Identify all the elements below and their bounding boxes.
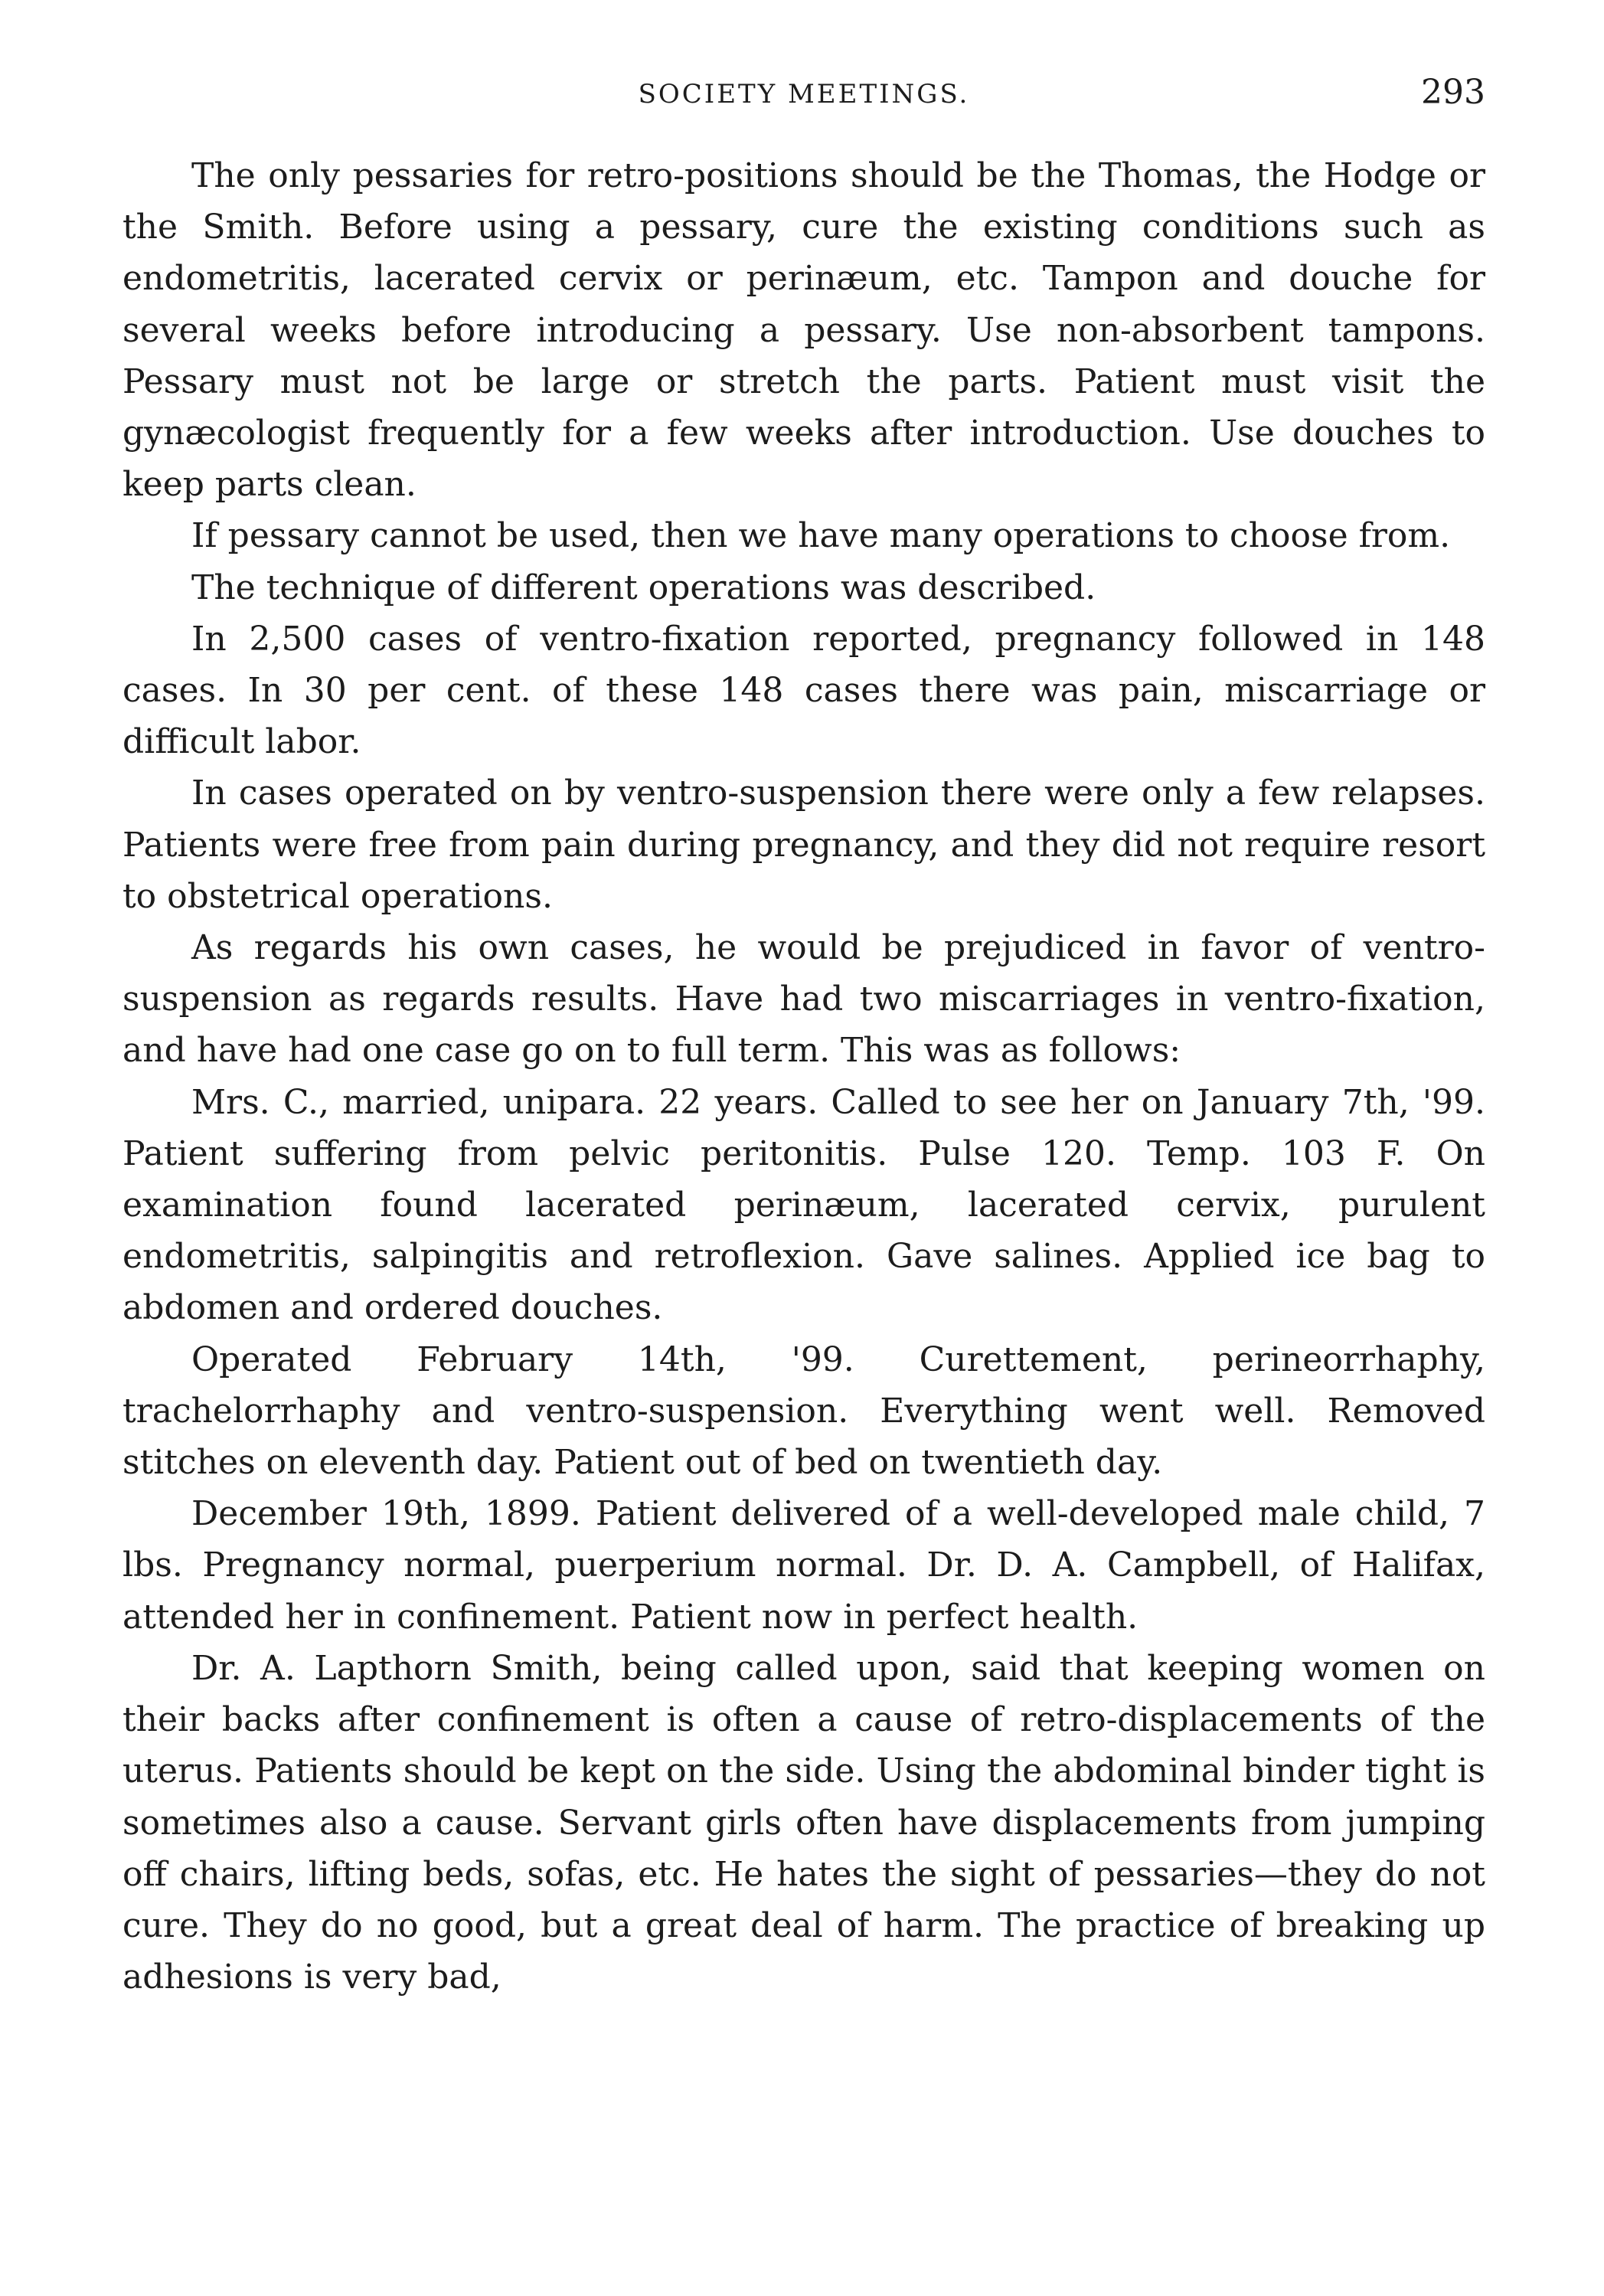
- body-text: [123, 150, 1485, 2003]
- paragraph-discussion: Dr. A. Lapthorn Smith, being called upon, said that keeping women on their backs after confinement is often a cause of retro-displacements of the uterus. Patients should be kept on the side. Using the abdominal binder tight is sometimes also a cause. Servant girls often have displacements from jumping off chairs, lifting beds, sofas, etc. He hates the sight of pessaries—they do not cure. They do no good, but a great deal of harm. The practice of breaking up adhesions is very bad,: [123, 1648, 1485, 1997]
- paragraph-ventro-fixation: In 2,500 cases of ventro-fixation reported, pregnancy followed in 148 cases. In 30 per cent. of these 148 cases there was pain, miscarriage or difficult labor.: [123, 619, 1485, 762]
- paragraph-case-history: Mrs. C., married, unipara. 22 years. Called to see her on January 7th, '99. Patient suffering from pelvic peritonitis. Pulse 120. Temp. 103 F. On examination found lacerated perinæum, lacerated cervix, purulent endometritis, salpingitis and retroflexion. Gave salines. Applied ice bag to abdomen and ordered douches.: [123, 1082, 1485, 1328]
- paragraph-operations: If pessary cannot be used, then we have many operations to choose from.: [191, 516, 1451, 556]
- running-head: SOCIETY MEETINGS.: [638, 79, 970, 110]
- page-header: [123, 73, 1485, 119]
- paragraph-operation: Operated February 14th, '99. Curettement, perineorrhaphy, trachelorrhaphy and ventro-suspension. Everything went well. Removed stitches on eleventh day. Patient out of bed on twentieth day.: [123, 1339, 1485, 1483]
- page-number: 293: [1421, 73, 1485, 112]
- paragraph-technique: The technique of different operations was described.: [191, 567, 1096, 607]
- paragraph-pessaries: The only pessaries for retro-positions should be the Thomas, the Hodge or the Smith. Before using a pessary, cure the existing conditions such as endometritis, lacerated cervix or perinæum, etc. Tampon and douche for several weeks before introducing a pessary. Use non-absorbent tampons. Pessary must not be large or stretch the parts. Patient must visit the gynæcologist frequently for a few weeks after introduction. Use douches to keep parts clean.: [123, 156, 1485, 505]
- paragraph-own-cases: As regards his own cases, he would be prejudiced in favor of ventro-suspension as regards results. Have had two miscarriages in ventro-fixation, and have had one case go on to full term. This was as follows:: [123, 928, 1485, 1071]
- paragraph-delivery: December 19th, 1899. Patient delivered of a well-developed male child, 7 lbs. Pregnancy normal, puerperium normal. Dr. D. A. Campbell, of Halifax, attended her in confinement. Patient now in perfect health.: [123, 1494, 1485, 1637]
- paragraph-ventro-suspension: In cases operated on by ventro-suspension there were only a few relapses. Patients were free from pain during pregnancy, and they did not require resort to obstetrical operations.: [123, 774, 1485, 916]
